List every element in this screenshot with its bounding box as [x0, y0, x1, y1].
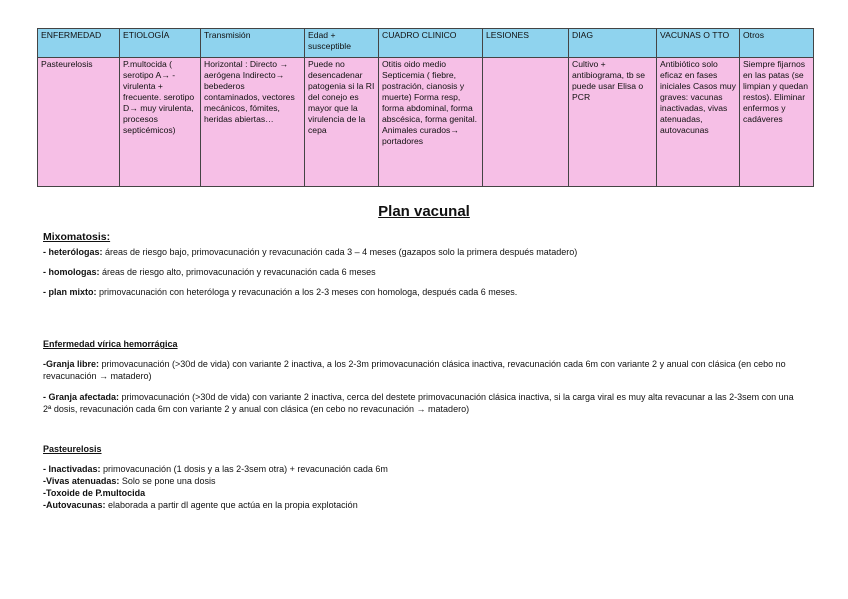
cell-etiologia: P.multocida ( serotipo A→ - virulenta + frecuente. serotipo D→ muy virulenta, procesos septicémicos) [120, 58, 201, 187]
header-edad: Edad + susceptible [305, 29, 379, 58]
cell-enfermedad: Pasteurelosis [38, 58, 120, 187]
item-text: primovacunación (>30d de vida) con variante 2 inactiva, cerca del destete primovacunación clásica inactiva, si la carga viral es muy alta revacunar a las 2-3sem con una 2ª dosis, revacunación cada 6m con variante 2 y anual con clásica (en cebo no revacunación → matadero) [43, 392, 794, 414]
item-text: primovacunación (>30d de vida) con variante 2 inactiva, a los 2-3m primovacunación clásica inactiva, revacunación cada 6m con variante 2 y anual con clásica (en cebo no revacunación → matadero) [43, 359, 786, 381]
header-otros: Otros [740, 29, 814, 58]
item-text: áreas de riesgo alto, primovacunación y revacunación cada 6 meses [99, 267, 376, 277]
page-title: Plan vacunal [378, 203, 470, 220]
item-text: Solo se pone una dosis [119, 476, 216, 486]
list-item [43, 463, 803, 475]
header-etiologia: ETIOLOGÍA [120, 29, 201, 58]
list-item [43, 246, 803, 258]
header-enfermedad: ENFERMEDAD [38, 29, 120, 58]
header-lesiones: LESIONES [483, 29, 569, 58]
item-label: -Toxoide de P.multocida [43, 488, 146, 498]
section-evh [43, 338, 803, 415]
cell-lesiones [483, 58, 569, 187]
item-label: -Granja libre: [43, 359, 100, 369]
item-label: - heterólogas: [43, 247, 103, 257]
cell-cuadro-clinico: Otitis oido medio Septicemia ( fiebre, postración, cianosis y muerte) Forma resp, forma abdominal, forma abscésica, forma genital. Animales curados→ portadores [379, 58, 483, 187]
cell-vacunas: Antibiótico solo eficaz en fases iniciales Casos muy graves: vacunas inactivadas, vivas atenuadas, autovacunas [657, 58, 740, 187]
header-diag: DIAG [569, 29, 657, 58]
list-item [43, 286, 803, 298]
section-heading: Pasteurelosis [43, 444, 102, 454]
table-row [38, 58, 814, 187]
item-label: - Granja afectada: [43, 392, 120, 402]
item-text: áreas de riesgo bajo, primovacunación y revacunación cada 3 – 4 meses (gazapos solo la primera después matadero) [102, 247, 578, 257]
item-text: primovacunación (1 dosis y a las 2-3sem otra) + revacunación cada 6m [100, 464, 388, 474]
list-item [43, 391, 803, 415]
section-heading: Enfermedad vírica hemorrágica [43, 339, 178, 349]
item-label: - homologas: [43, 267, 100, 277]
list-item [43, 358, 803, 382]
item-label: -Autovacunas: [43, 500, 106, 510]
list-item [43, 266, 803, 278]
header-vacunas: VACUNAS O TTO [657, 29, 740, 58]
section-heading: Mixomatosis: [43, 231, 111, 243]
list-item [43, 487, 803, 499]
cell-diag: Cultivo + antibiograma, tb se puede usar Elisa o PCR [569, 58, 657, 187]
item-label: - plan mixto: [43, 287, 97, 297]
section-mixomatosis [43, 231, 803, 298]
cell-transmision: Horizontal : Directo → aerógena Indirecto→ bebederos contaminados, vectores mecánicos, fómites, heridas abiertas… [201, 58, 305, 187]
item-text: elaborada a partir dl agente que actúa en la propia explotación [105, 500, 358, 510]
table-header-row [38, 29, 814, 58]
cell-edad: Puede no desencadenar patogenia si la RI del conejo es mayor que la virulencia de la cepa [305, 58, 379, 187]
item-text: primovacunación con heteróloga y revacunación a los 2-3 meses con homologa, después cada 6 meses. [96, 287, 518, 297]
disease-table [37, 28, 814, 187]
list-item [43, 475, 803, 487]
list-item [43, 499, 803, 511]
item-label: -Vivas atenuadas: [43, 476, 120, 486]
item-label: - Inactivadas: [43, 464, 101, 474]
section-pasteurelosis [43, 443, 803, 511]
header-cuadro-clinico: CUADRO CLINICO [379, 29, 483, 58]
cell-otros: Siempre fijarnos en las patas (se limpian y quedan restos). Eliminar enfermos y cadáveres [740, 58, 814, 187]
header-transmision: Transmisión [201, 29, 305, 58]
